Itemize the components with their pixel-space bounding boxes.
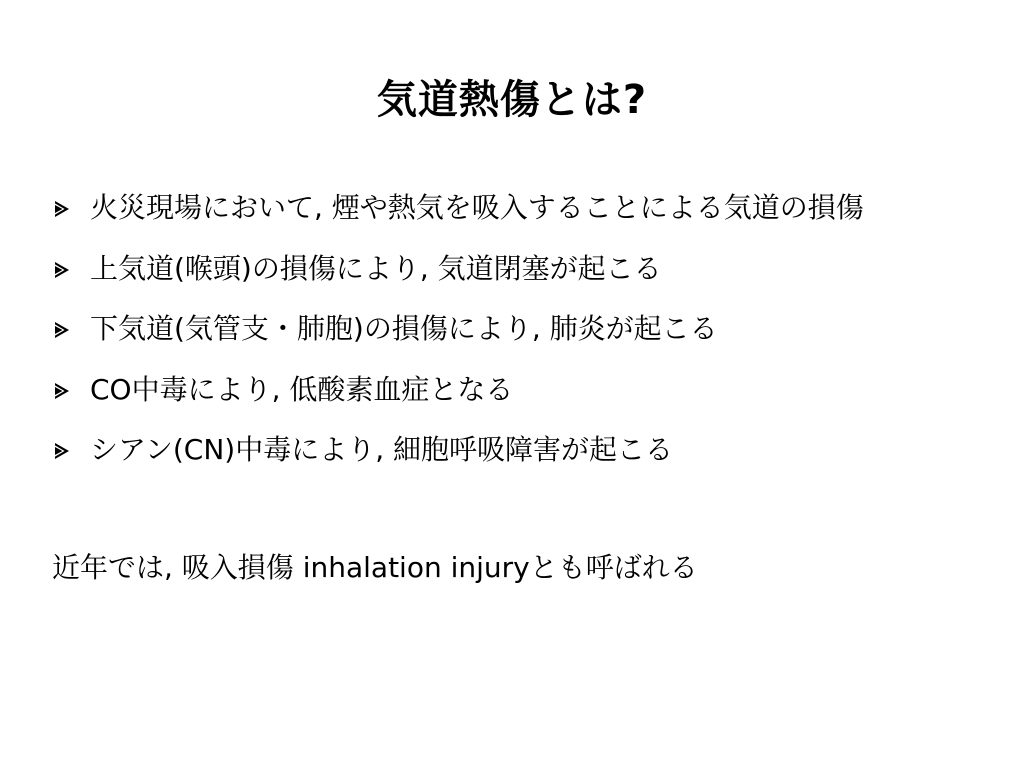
bullet-text: 上気道(喉頭)の損傷により, 気道閉塞が起こる	[90, 251, 662, 285]
slide-title: 気道熱傷とは?	[376, 77, 648, 123]
bullet-text: CO中毒により, 低酸素血症となる	[90, 372, 514, 406]
arrowhead-bullet-icon	[52, 318, 84, 340]
bullet-item	[52, 360, 992, 421]
bullet-item	[52, 420, 992, 481]
bullet-item	[52, 178, 992, 239]
bullet-text: 下気道(気管支・肺胞)の損傷により, 肺炎が起こる	[90, 312, 718, 346]
bullet-item	[52, 239, 992, 300]
bullet-text: シアン(CN)中毒により, 細胞呼吸障害が起こる	[90, 433, 674, 467]
footnote-text: 近年では, 吸入損傷 inhalation injuryとも呼ばれる	[52, 551, 698, 584]
arrowhead-bullet-icon	[52, 197, 84, 219]
arrowhead-bullet-icon	[52, 439, 84, 461]
arrowhead-bullet-icon	[52, 258, 84, 280]
bullet-text: 火災現場において, 煙や熱気を吸入することによる気道の損傷	[90, 191, 864, 225]
bullet-list	[52, 178, 992, 481]
bullet-item	[52, 299, 992, 360]
arrowhead-bullet-icon	[52, 379, 84, 401]
